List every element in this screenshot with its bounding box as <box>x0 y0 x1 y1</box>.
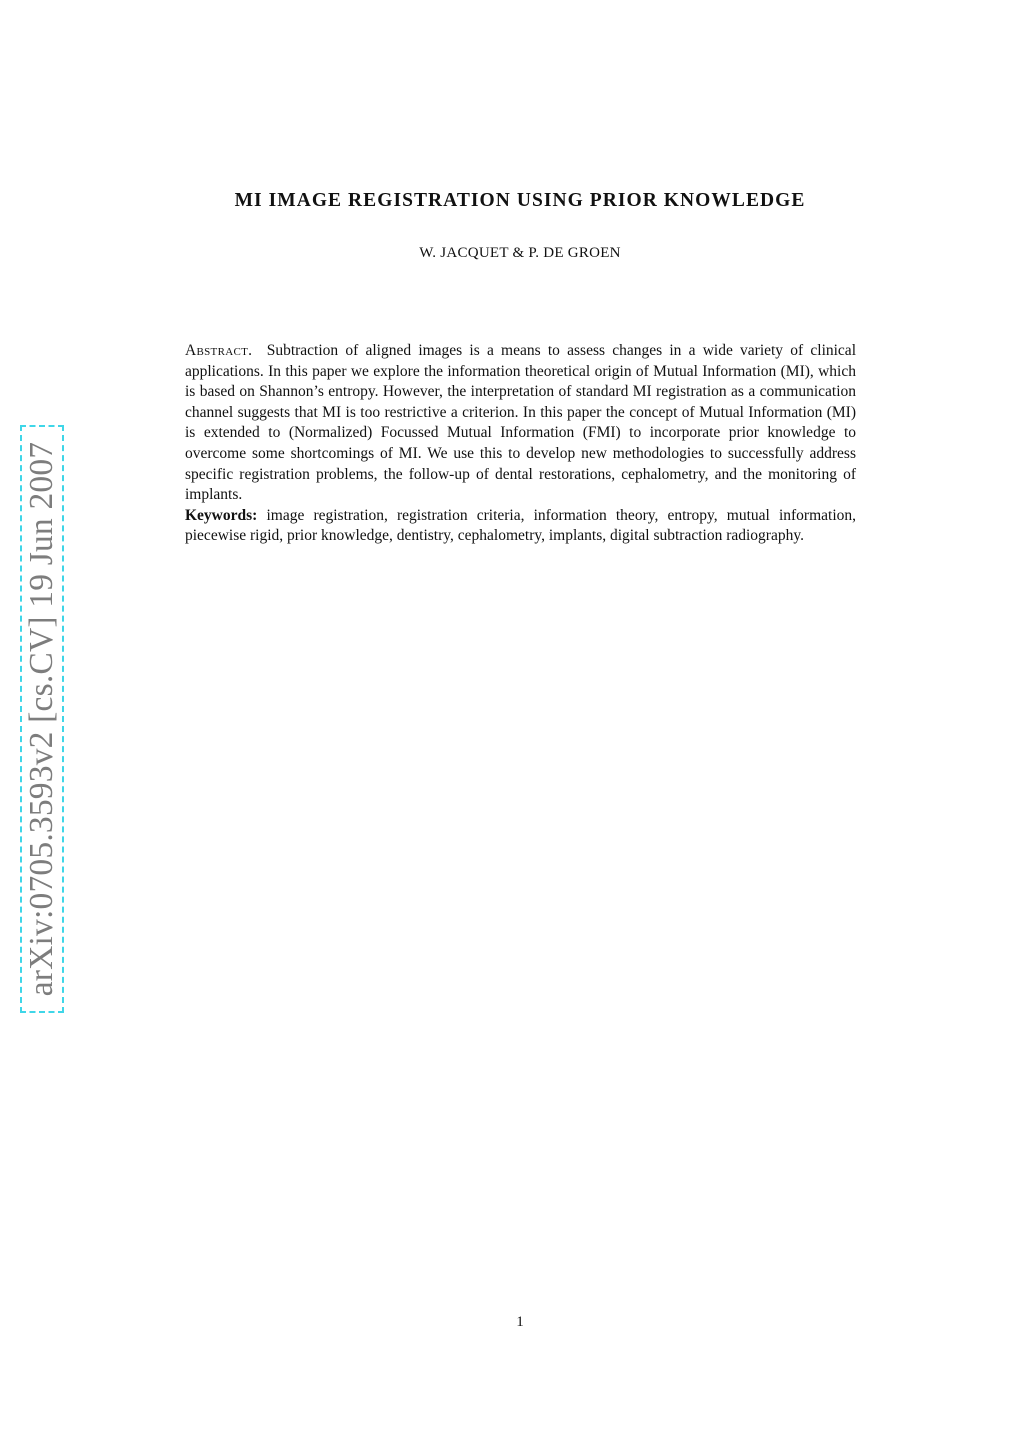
abstract-heading: Abstract. <box>185 342 253 359</box>
arxiv-identifier: arXiv:0705.3593v2 [cs.CV] 19 Jun 2007 <box>23 441 60 997</box>
keywords-paragraph <box>185 506 856 547</box>
keywords-text: image registration, registration criteria, information theory, entropy, mutual information, piecewise rigid, prior knowledge, dentistry, cephalometry, implants, digital subtraction radiography. <box>185 506 857 545</box>
page-number: 1 <box>516 1314 524 1330</box>
keywords-heading: Keywords: <box>185 506 258 524</box>
paper-title: MI IMAGE REGISTRATION USING PRIOR KNOWLEDGE <box>234 190 806 211</box>
arxiv-stamp <box>20 425 64 1013</box>
abstract-text: Subtraction of aligned images is a means to assess changes in a wide variety of clinical applications. In this paper we explore the information theoretical origin of Mutual Information (MI), which is based on Shannon’s entropy. However, the interpretation of standard MI registration as a communication channel suggests that MI is too restrictive a criterion. In this paper the concept of Mutual Information (MI) is extended to (Normalized) Focussed Mutual Information (FMI) to incorporate prior knowledge to overcome some shortcomings of MI. We use this to develop new methodologies to successfully address specific registration problems, the follow-up of dental restorations, cephalometry, and the monitoring of implants. <box>185 342 856 504</box>
abstract-section <box>185 341 856 547</box>
paper-authors: W. JACQUET & P. DE GROEN <box>419 245 621 261</box>
abstract-paragraph <box>185 341 856 506</box>
